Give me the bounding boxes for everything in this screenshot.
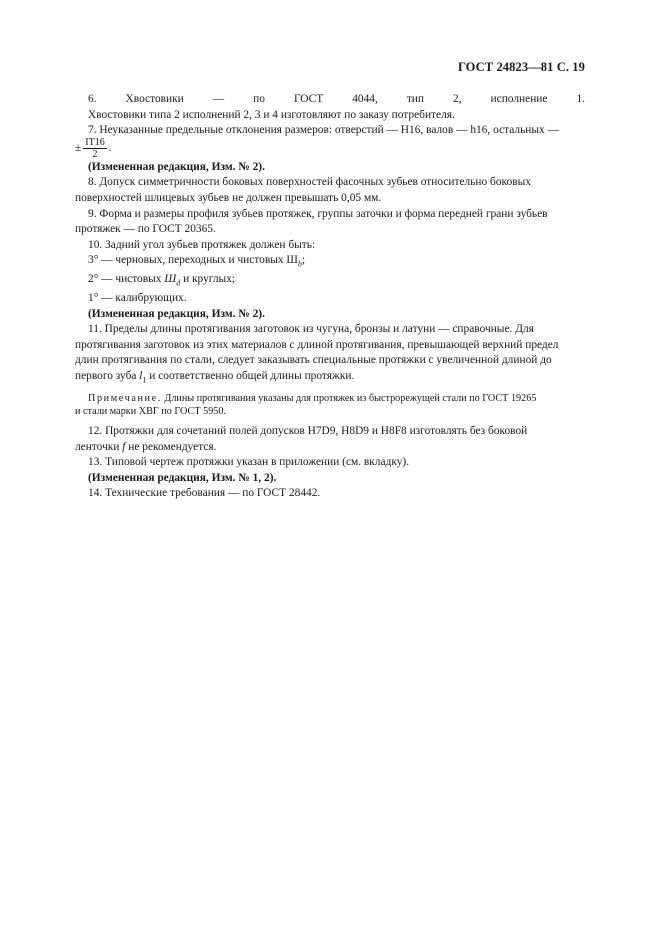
item-7: [75, 123, 585, 160]
fraction-numerator: IT16: [85, 136, 105, 148]
item-9-line-1: 9. Форма и размеры профиля зубьев протяжек, группы заточки и форма передней грани зубьев: [88, 207, 548, 220]
item-7-line-2: [75, 137, 585, 160]
item-10-line-2-text: 3° — черновых, переходных и чистовых Ш: [88, 254, 298, 267]
revision-note-1: (Измененная редакция, Изм. № 2).: [88, 160, 265, 173]
item-11: [75, 322, 585, 388]
page-header: ГОСТ 24823—81 С. 19: [457, 60, 585, 74]
note-label: Примечание.: [88, 392, 162, 404]
item-11-line-3: длин протягивания по стали, следует заказывать специальные протяжки с увеличенной длиной до: [75, 354, 552, 367]
item-10-line-1: 10. Задний угол зубьев протяжек должен быть:: [88, 238, 316, 251]
fraction-denominator: 2: [92, 148, 98, 160]
item-11-line-4-end: и соответственно общей длины протяжки.: [146, 370, 355, 383]
note-line-1: [75, 392, 585, 406]
item-12-line-1: 12. Протяжки для сочетаний полей допусков H7D9, H8D9 и H8F8 изготовлять без боковой: [88, 424, 528, 437]
item-11-line-4-text: первого зуба: [75, 370, 140, 383]
item-8-line-1: 8. Допуск симметричности боковых поверхностей фасочных зубьев относительно боковых: [88, 176, 531, 189]
item-10-line-4: 1° — калибрующих.: [88, 292, 187, 305]
item-6-line-2: Хвостовики типа 2 исполнений 2, 3 и 4 изготовляют по заказу потребителя.: [88, 108, 455, 121]
item-12-line-2-end: не рекомендуется.: [125, 440, 217, 453]
item-10-line-3-end: и круглых;: [180, 273, 236, 286]
document-page: [75, 0, 585, 936]
item-11-line-4: [75, 369, 585, 388]
item-10-line-3-text: 2° — чистовых: [88, 273, 165, 286]
item-10-line-2-end: ;: [301, 254, 306, 267]
item-14: 14. Технические требования — по ГОСТ 28442.: [88, 487, 321, 500]
item-13: 13. Типовой чертеж протяжки указан в приложении (см. вкладку).: [88, 456, 410, 469]
note-block: [75, 392, 585, 419]
item-10-line-2-sub: b: [297, 259, 302, 269]
item-12: [75, 424, 585, 455]
item-12-line-2: [75, 440, 585, 456]
revision-note-2: (Измененная редакция, Изм. № 2).: [88, 307, 265, 320]
fraction-it16-over-2: [83, 137, 106, 160]
item-7-line-1: 7. Неуказанные предельные отклонения размеров: отверстий — H16, валов — h16, остальных —: [88, 124, 559, 137]
item-12-line-2-ital: f: [122, 440, 126, 453]
item-9: [75, 207, 585, 238]
item-8: [75, 175, 585, 206]
item-6-line-1: 6. Хвостовики — по ГОСТ 4044, тип 2, исполнение 1.: [88, 93, 585, 105]
item-11-line-4-ital: l: [139, 370, 143, 383]
item-10-line-2: [75, 253, 585, 272]
item-11-line-1: 11. Пределы длины протягивания заготовок из чугуна, бронзы и латуни — справочные. Для: [88, 323, 534, 336]
item-10-line-3: [75, 272, 585, 291]
item-8-line-2: поверхностей шлицевых зубьев не должен превышать 0,05 мм.: [75, 191, 382, 204]
document-body: [75, 92, 585, 502]
item-10-line-3-ital: Ш: [164, 273, 177, 286]
note-text-1: Длины протягивания указаны для протяжек из быстрорежущей стали по ГОСТ 19265: [161, 392, 537, 404]
note-line-2: и стали марки ХВГ по ГОСТ 5950.: [75, 406, 227, 418]
item-10: [75, 238, 585, 307]
item-11-line-2: протягивания заготовок из этих материалов с длиной протягивания, превышающей верхний предел: [75, 338, 559, 351]
item-7-period: .: [108, 141, 112, 154]
item-9-line-2: протяжек — по ГОСТ 20365.: [75, 223, 216, 236]
item-6: [75, 92, 585, 123]
item-10-line-3-sub: d: [176, 278, 181, 288]
revision-note-3: (Измененная редакция, Изм. № 1, 2).: [88, 471, 277, 484]
item-12-line-2-text: ленточки: [75, 440, 123, 453]
item-11-line-4-sub: 1: [142, 375, 147, 385]
plus-minus-sign: ±: [75, 141, 82, 154]
